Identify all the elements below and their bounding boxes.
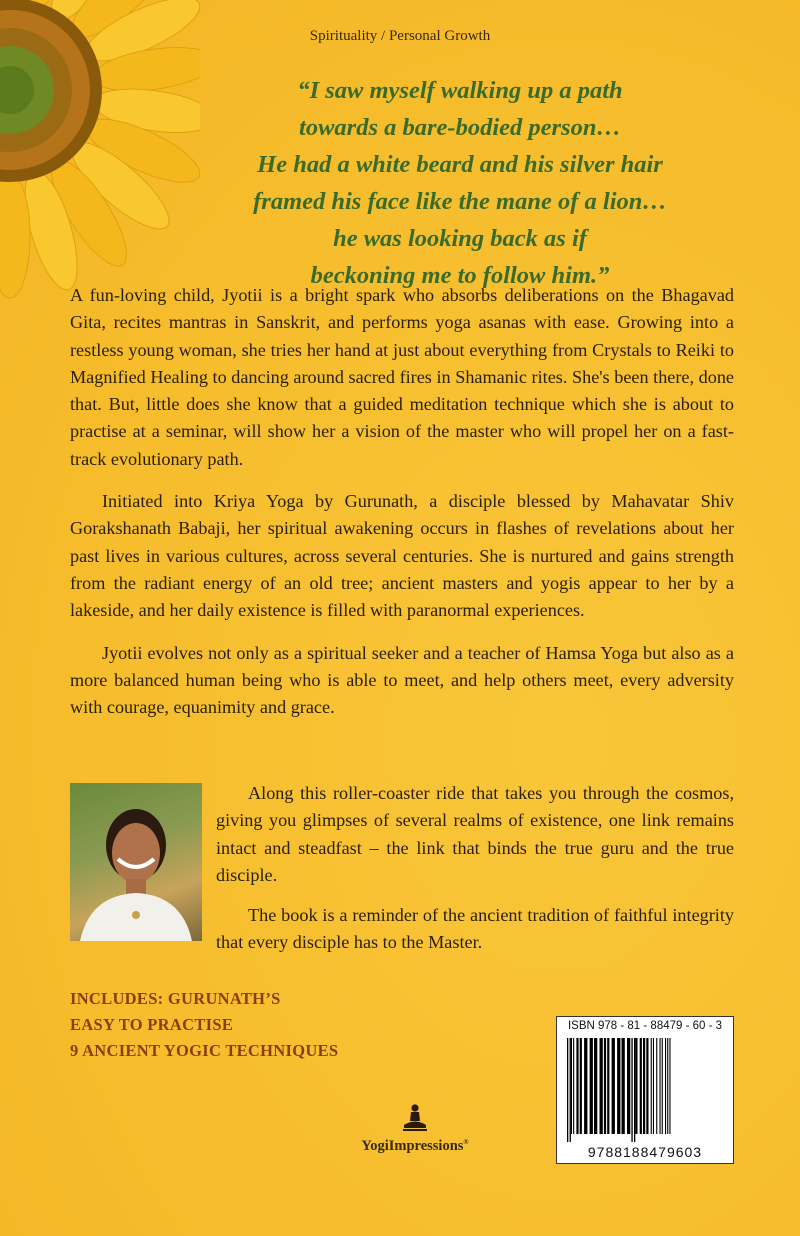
quote-line: framed his face like the mane of a lion… <box>253 188 667 215</box>
blurb <box>70 282 734 736</box>
publisher-name: YogiImpressions® <box>361 1138 469 1154</box>
side-text <box>216 780 734 970</box>
quote-line: He had a white beard and his silver hair <box>257 151 663 178</box>
blurb-paragraph: Jyotii evolves not only as a spiritual seeker and a teacher of Hamsa Yoga but also as a more balanced human being who is able to meet, and help others meet, every adversity with courage, equanimity and grace. <box>70 642 734 718</box>
author-photo <box>70 783 202 941</box>
pull-quote <box>170 72 750 294</box>
quote-line: he was looking back as if <box>333 225 587 252</box>
side-paragraph: The book is a reminder of the ancient tradition of faithful integrity that every disciple has to the Master. <box>216 905 734 953</box>
side-paragraph: Along this roller-coaster ride that takes you through the cosmos, giving you glimpses of several realms of existence, one link remains intact and steadfast – the link that binds the true guru and the true disciple. <box>216 783 734 885</box>
includes-callout <box>70 986 338 1064</box>
quote-line: “I saw myself walking up a path <box>297 77 623 104</box>
isbn-barcode <box>556 1016 734 1164</box>
publisher-logo <box>345 1103 485 1155</box>
barcode-number: 9788188479603 <box>587 1144 703 1160</box>
blurb-paragraph: A fun-loving child, Jyotii is a bright spark who absorbs deliberations on the Bhagavad Gita, recites mantras in Sanskrit, and performs yoga asanas with ease. Growing into a restless young woman, she tries her hand at just about everything from Crystals to Reiki to Magnified Healing to dancing around sacred fires in Shamanic rites. She's been there, done that. But, little does she know that a guided meditation technique which she is about to practise at a seminar, will show her a vision of the master who will propel her on a fast-track evolutionary path. <box>70 285 734 469</box>
includes-line: INCLUDES: GURUNATH’S <box>70 989 281 1008</box>
isbn-label: ISBN 978 - 81 - 88479 - 60 - 3 <box>567 1020 723 1032</box>
category-label: Spirituality / Personal Growth <box>309 28 491 44</box>
includes-line: 9 ANCIENT YOGIC TECHNIQUES <box>70 1041 339 1060</box>
meditating-figure-icon <box>400 1103 430 1133</box>
blurb-paragraph: Initiated into Kriya Yoga by Gurunath, a disciple blessed by Mahavatar Shiv Gorakshanath Babaji, her spiritual awakening occurs in flashes of revelations about her past lives in various cultures, across several centuries. She is nurtured and gains strength from the radiant energy of an old tree; ancient masters and yogis appear to her by a lakeside, and her daily existence is filled with paranormal experiences. <box>70 491 734 621</box>
includes-line: EASY TO PRACTISE <box>70 1015 234 1034</box>
quote-line: beckoning me to follow him.” <box>310 262 610 289</box>
barcode-bars <box>565 1038 725 1142</box>
quote-line: towards a bare-bodied person… <box>299 114 621 141</box>
